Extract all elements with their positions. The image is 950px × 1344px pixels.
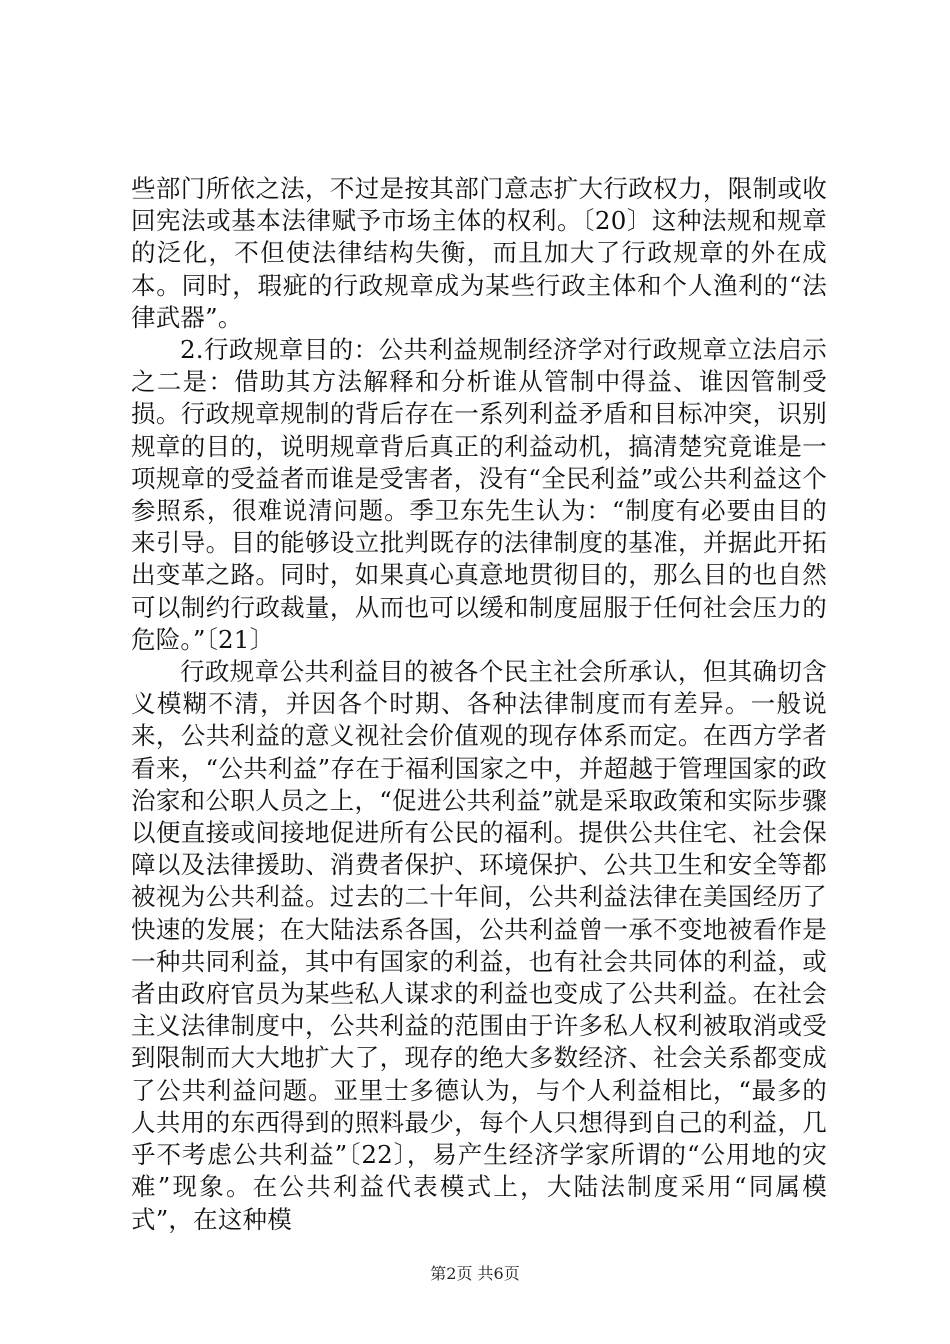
paragraph-regulation-purpose: 2.行政规章目的：公共利益规制经济学对行政规章立法启示之二是：借助其方法解释和分析谁从管制中得益、谁因管制受损。行政规章规制的背后存在一系列利益矛盾和目标冲突，识别规章的目的，说明规章背后真正的利益动机，搞清楚究竟谁是一项规章的受益者而谁是受害者，没有“全民利益”或公共利益这个参照系，很难说清问题。季卫东先生认为：“制度有必要由目的来引导。目的能够设立批判既存的法律制度的基准，并据此开拓出变革之路。同时，如果真心真意地贯彻目的，那么目的也自然可以制约行政裁量，从而也可以缓和制度屈服于任何社会压力的危险。”〔21〕 <box>131 335 827 654</box>
page-footer: 第2页 共6页 <box>430 1264 520 1283</box>
paragraph-public-interest: 行政规章公共利益目的被各个民主社会所承认，但其确切含义模糊不清，并因各个时期、各种法律制度而有差异。一般说来，公共利益的意义视社会价值观的现存体系而定。在西方学者看来，“公共利益”存在于福利国家之中，并超越于管理国家的政治家和公职人员之上，“促进公共利益”就是采取政策和实际步骤以便直接或间接地促进所有公民的福利。提供公共住宅、社会保障以及法律援助、消费者保护、环境保护、公共卫生和安全等都被视为公共利益。过去的二十年间，公共利益法律在美国经历了快速的发展；在大陆法系各国，公共利益曾一承不变地被看作是一种共同利益，其中有国家的利益，也有社会共同体的利益，或者由政府官员为某些私人谋求的利益也变成了公共利益。在社会主义法律制度中，公共利益的范围由于许多私人权利被取消或受到限制而大大地扩大了，现存的绝大多数经济、社会关系都变成了公共利益问题。亚里士多德认为，与个人利益相比，“最多的人共用的东西得到的照料最少，每个人只想得到自己的利益，几乎不考虑公共利益”〔22〕，易产生经济学家所谓的“公用地的灾难”现象。在公共利益代表模式上，大陆法制度采用“同属模式”，在这种模 <box>131 657 827 1234</box>
paragraph-continuation: 些部门所依之法，不过是按其部门意志扩大行政权力，限制或收回宪法或基本法律赋予市场主体的权利。〔20〕这种法规和规章的泛化，不但使法律结构失衡，而且加大了行政规章的外在成本。同时，瑕疵的行政规章成为某些行政主体和个人渔利的“法律武器”。 <box>131 174 827 332</box>
document-body <box>131 173 827 1236</box>
